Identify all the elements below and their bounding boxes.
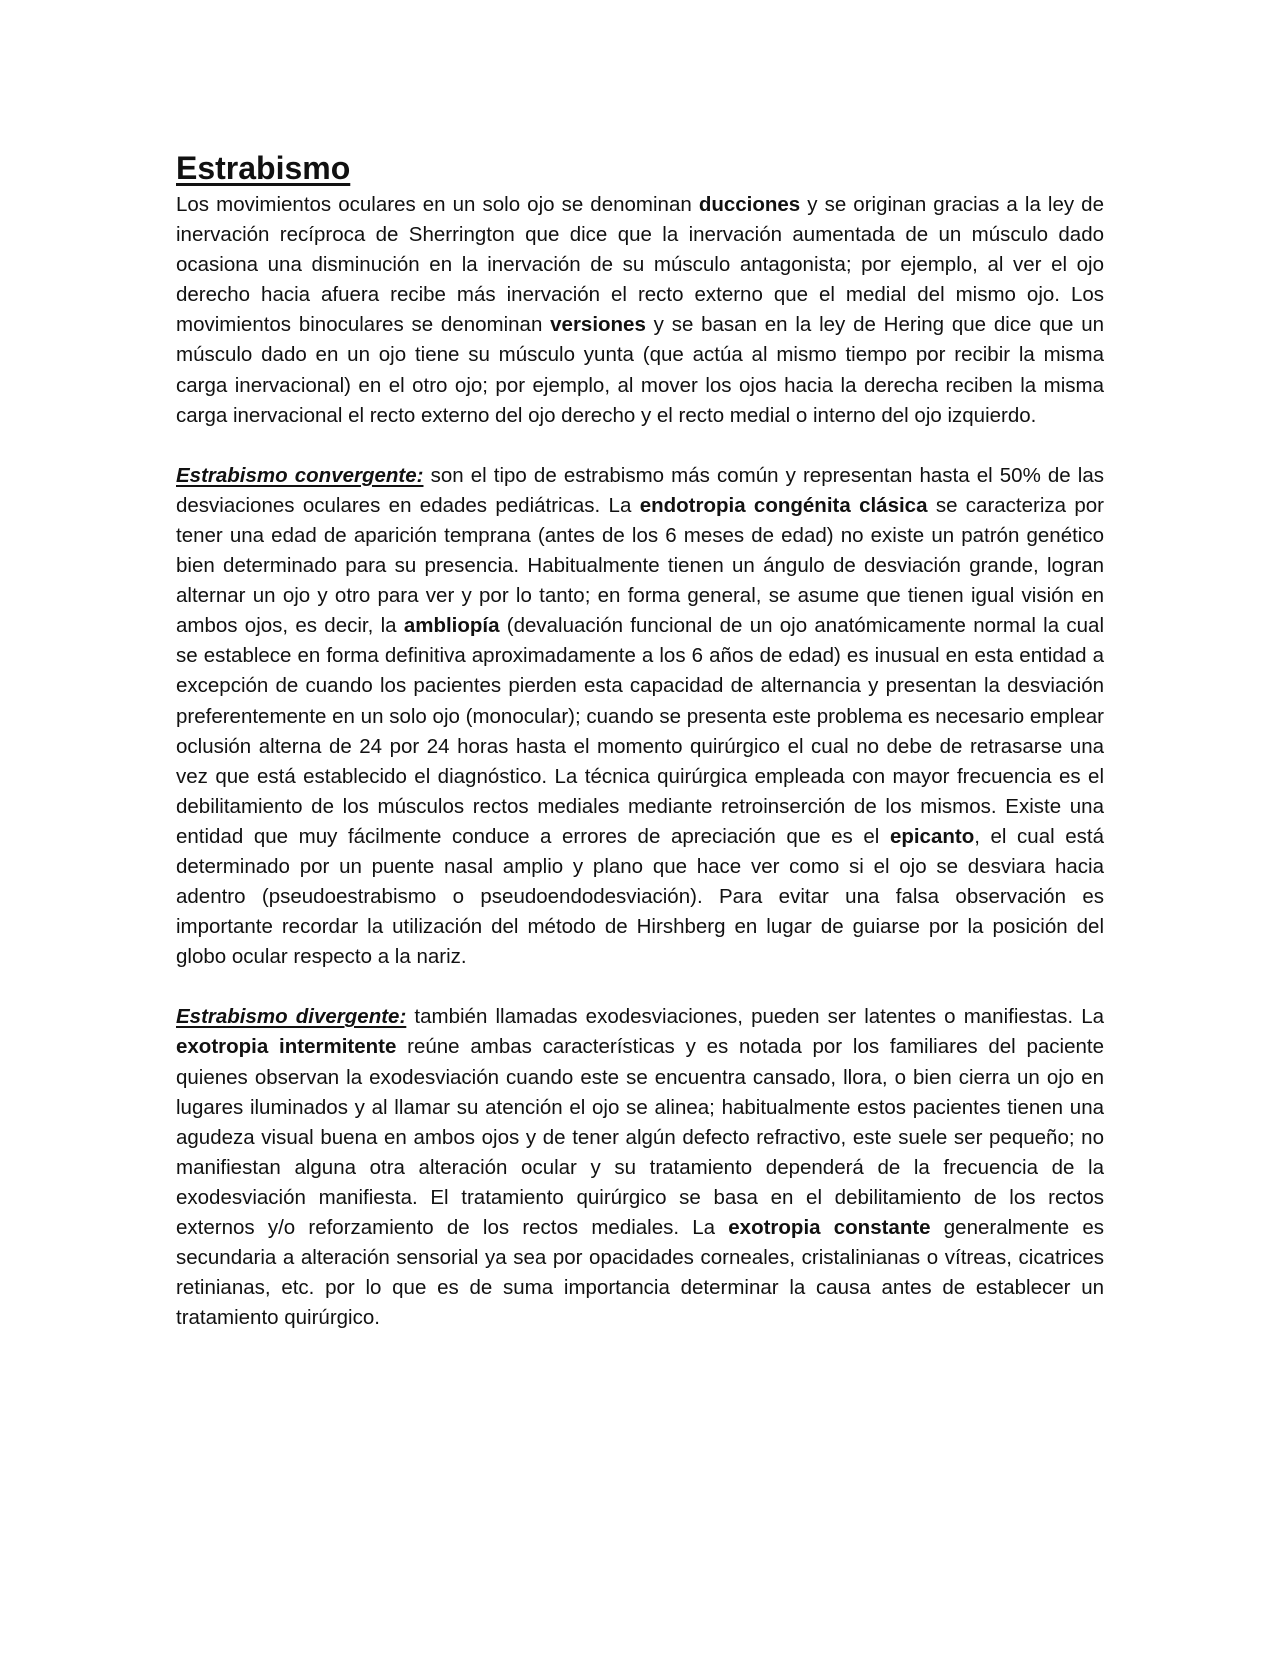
paragraph-text: y se originan gracias a la ley de inervación recíproca de Sherrington que dice que la inervación aumentada de un músculo dado ocasiona una disminución en la inervación de su músculo antagonista; por ejemplo, al ver el ojo derecho hacia afuera recibe más inervación el recto externo que el medial del mismo ojo. Los movimientos binoculares se denominan (176, 193, 1104, 337)
bold-term: versiones (550, 313, 646, 337)
paragraph-text: Los movimientos oculares en un solo ojo se denominan (176, 193, 699, 216)
paragraph-intro (176, 190, 1104, 431)
paragraph-text: reúne ambas características y es notada por los familiares del paciente quienes observan la exodesviación cuando este se encuentra cansado, llora, o bien cierra un ojo en lugares iluminados y al llamar su atención el ojo se alinea; habitualmente estos pacientes tienen una agudeza visual buena en ambos ojos y de tener algún defecto refractivo, este suele ser pequeño; no manifiestan alguna otra alteración ocular y su tratamiento dependerá de la frecuencia de la exodesviación manifiesta. El tratamiento quirúrgico se basa en el debilitamiento de los rectos externos y/o reforzamiento de los rectos mediales. La (176, 1035, 1104, 1239)
paragraph-text: también llamadas exodesviaciones, pueden ser latentes o manifiestas. La (406, 1005, 1105, 1029)
paragraph-text: se caracteriza por tener una edad de aparición temprana (antes de los 6 meses de edad) no existe un patrón genético bien determinado para su presencia. Habitualmente tienen un ángulo de desviación grande, logran alternar un ojo y otro para ver y por lo tanto; en forma general, se asume que tienen igual visión en ambos ojos, es decir, la (176, 493, 1105, 638)
bold-term: exotropia intermitente (176, 1035, 397, 1059)
section-heading-divergent: Estrabismo divergente: (176, 1005, 407, 1029)
paragraph-text: (devaluación funcional de un ojo anatómicamente normal la cual se establece en forma definitiva aproximadamente a los 6 años de edad) es inusual en esta entidad a excepción de cuando los pacientes pierden esta capacidad de alternancia y presentan la desviación preferentemente en un solo ojo (monocular); cuando se presenta este problema es necesario emplear oclusión alterna de 24 por 24 horas hasta el momento quirúrgico el cual no debe de retrasarse una vez que está establecido el diagnóstico. La técnica quirúrgica empleada con mayor frecuencia es el debilitamiento de los músculos rectos mediales mediante retroinserción de los mismos. Existe una entidad que muy fácilmente conduce a errores de apreciación que es el (176, 614, 1104, 848)
document-page (176, 148, 1104, 1333)
paragraph-divergent (176, 1002, 1104, 1333)
bold-term: ducciones (698, 193, 801, 216)
page-title: Estrabismo (176, 150, 351, 186)
paragraph-convergent (176, 461, 1104, 973)
bold-term: epicanto (889, 824, 975, 848)
bold-term: ambliopía (403, 614, 500, 638)
bold-term: endotropia congénita clásica (639, 493, 928, 517)
section-heading-convergent: Estrabismo convergente: (176, 463, 424, 487)
bold-term: exotropia constante (728, 1216, 931, 1239)
paragraph-text: , el cual está determinado por un puente nasal amplio y plano que hace ver como si el ojo se desviara hacia adentro (pseudoestrabismo o pseudoendodesviación). Para evitar una falsa observación es importante recordar la utilización del método de Hirshberg en lugar de guiarse por la posición del globo ocular respecto a la nariz. (176, 824, 1104, 969)
paragraph-text: son el tipo de estrabismo más común y representan hasta el 50% de las desviaciones oculares en edades pediátricas. La (176, 463, 1104, 517)
paragraph-text: y se basan en la ley de Hering que dice que un músculo dado en un ojo tiene su músculo yunta (que actúa al mismo tiempo por recibir la misma carga inervacional) en el otro ojo; por ejemplo, al mover los ojos hacia la derecha reciben la misma carga inervacional el recto externo del ojo derecho y el recto medial o interno del ojo izquierdo. (176, 313, 1105, 427)
paragraph-text: generalmente es secundaria a alteración sensorial ya sea por opacidades corneales, cristalinianas o vítreas, cicatrices retinianas, etc. por lo que es de suma importancia determinar la causa antes de establecer un tratamiento quirúrgico. (176, 1216, 1104, 1330)
